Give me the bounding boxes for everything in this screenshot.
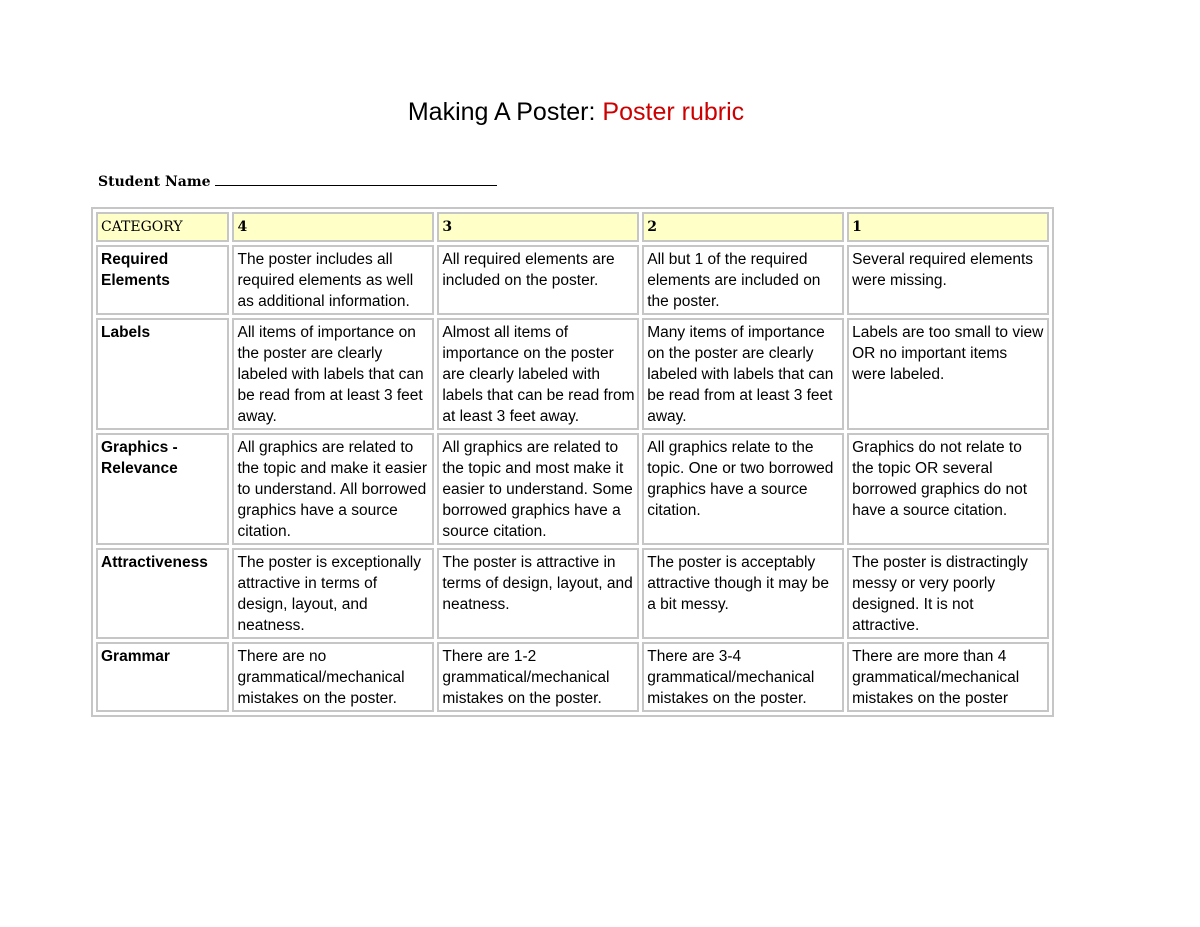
- table-cell: All graphics are related to the topic and most make it easier to understand. Some borrowed graphics have a source citation.: [437, 433, 639, 545]
- table-cell: All graphics are related to the topic and make it easier to understand. All borrowed graphics have a source citation.: [232, 433, 434, 545]
- table-row: [96, 433, 1049, 545]
- row-category: Labels: [96, 318, 229, 430]
- table-cell: Labels are too small to view OR no important items were labeled.: [847, 318, 1049, 430]
- title-accent: Poster rubric: [602, 98, 745, 126]
- table-cell: There are more than 4 grammatical/mechanical mistakes on the poster: [847, 642, 1049, 712]
- student-name-blank-line: [215, 171, 497, 186]
- table-cell: The poster is acceptably attractive though it may be a bit messy.: [642, 548, 844, 639]
- row-category: Required Elements: [96, 245, 229, 315]
- rubric-table: [91, 207, 1054, 717]
- table-cell: The poster is attractive in terms of design, layout, and neatness.: [437, 548, 639, 639]
- row-category: Graphics - Relevance: [96, 433, 229, 545]
- table-cell: The poster is distractingly messy or very poorly designed. It is not attractive.: [847, 548, 1049, 639]
- header-score-1: 1: [847, 212, 1049, 242]
- table-cell: Almost all items of importance on the poster are clearly labeled with labels that can be read from at least 3 feet away.: [437, 318, 639, 430]
- student-name-label: Student Name: [98, 174, 211, 190]
- page-title: [0, 98, 1152, 127]
- header-score-4: 4: [232, 212, 434, 242]
- table-cell: All but 1 of the required elements are included on the poster.: [642, 245, 844, 315]
- table-cell: There are no grammatical/mechanical mistakes on the poster.: [232, 642, 434, 712]
- table-cell: The poster is exceptionally attractive in terms of design, layout, and neatness.: [232, 548, 434, 639]
- header-score-3: 3: [437, 212, 639, 242]
- table-cell: There are 3-4 grammatical/mechanical mistakes on the poster.: [642, 642, 844, 712]
- table-row: [96, 548, 1049, 639]
- table-row: [96, 245, 1049, 315]
- header-row: [96, 212, 1049, 242]
- header-score-2: 2: [642, 212, 844, 242]
- table-cell: Many items of importance on the poster are clearly labeled with labels that can be read from at least 3 feet away.: [642, 318, 844, 430]
- student-name-field: [98, 171, 497, 190]
- table-cell: There are 1-2 grammatical/mechanical mistakes on the poster.: [437, 642, 639, 712]
- table-cell: All required elements are included on the poster.: [437, 245, 639, 315]
- row-category: Grammar: [96, 642, 229, 712]
- title-main: Making A Poster:: [407, 98, 596, 126]
- table-cell: Graphics do not relate to the topic OR several borrowed graphics do not have a source citation.: [847, 433, 1049, 545]
- table-cell: The poster includes all required elements as well as additional information.: [232, 245, 434, 315]
- header-category: CATEGORY: [96, 212, 229, 242]
- table-cell: All items of importance on the poster are clearly labeled with labels that can be read from at least 3 feet away.: [232, 318, 434, 430]
- table-row: [96, 642, 1049, 712]
- table-row: [96, 318, 1049, 430]
- row-category: Attractiveness: [96, 548, 229, 639]
- table-cell: Several required elements were missing.: [847, 245, 1049, 315]
- table-cell: All graphics relate to the topic. One or two borrowed graphics have a source citation.: [642, 433, 844, 545]
